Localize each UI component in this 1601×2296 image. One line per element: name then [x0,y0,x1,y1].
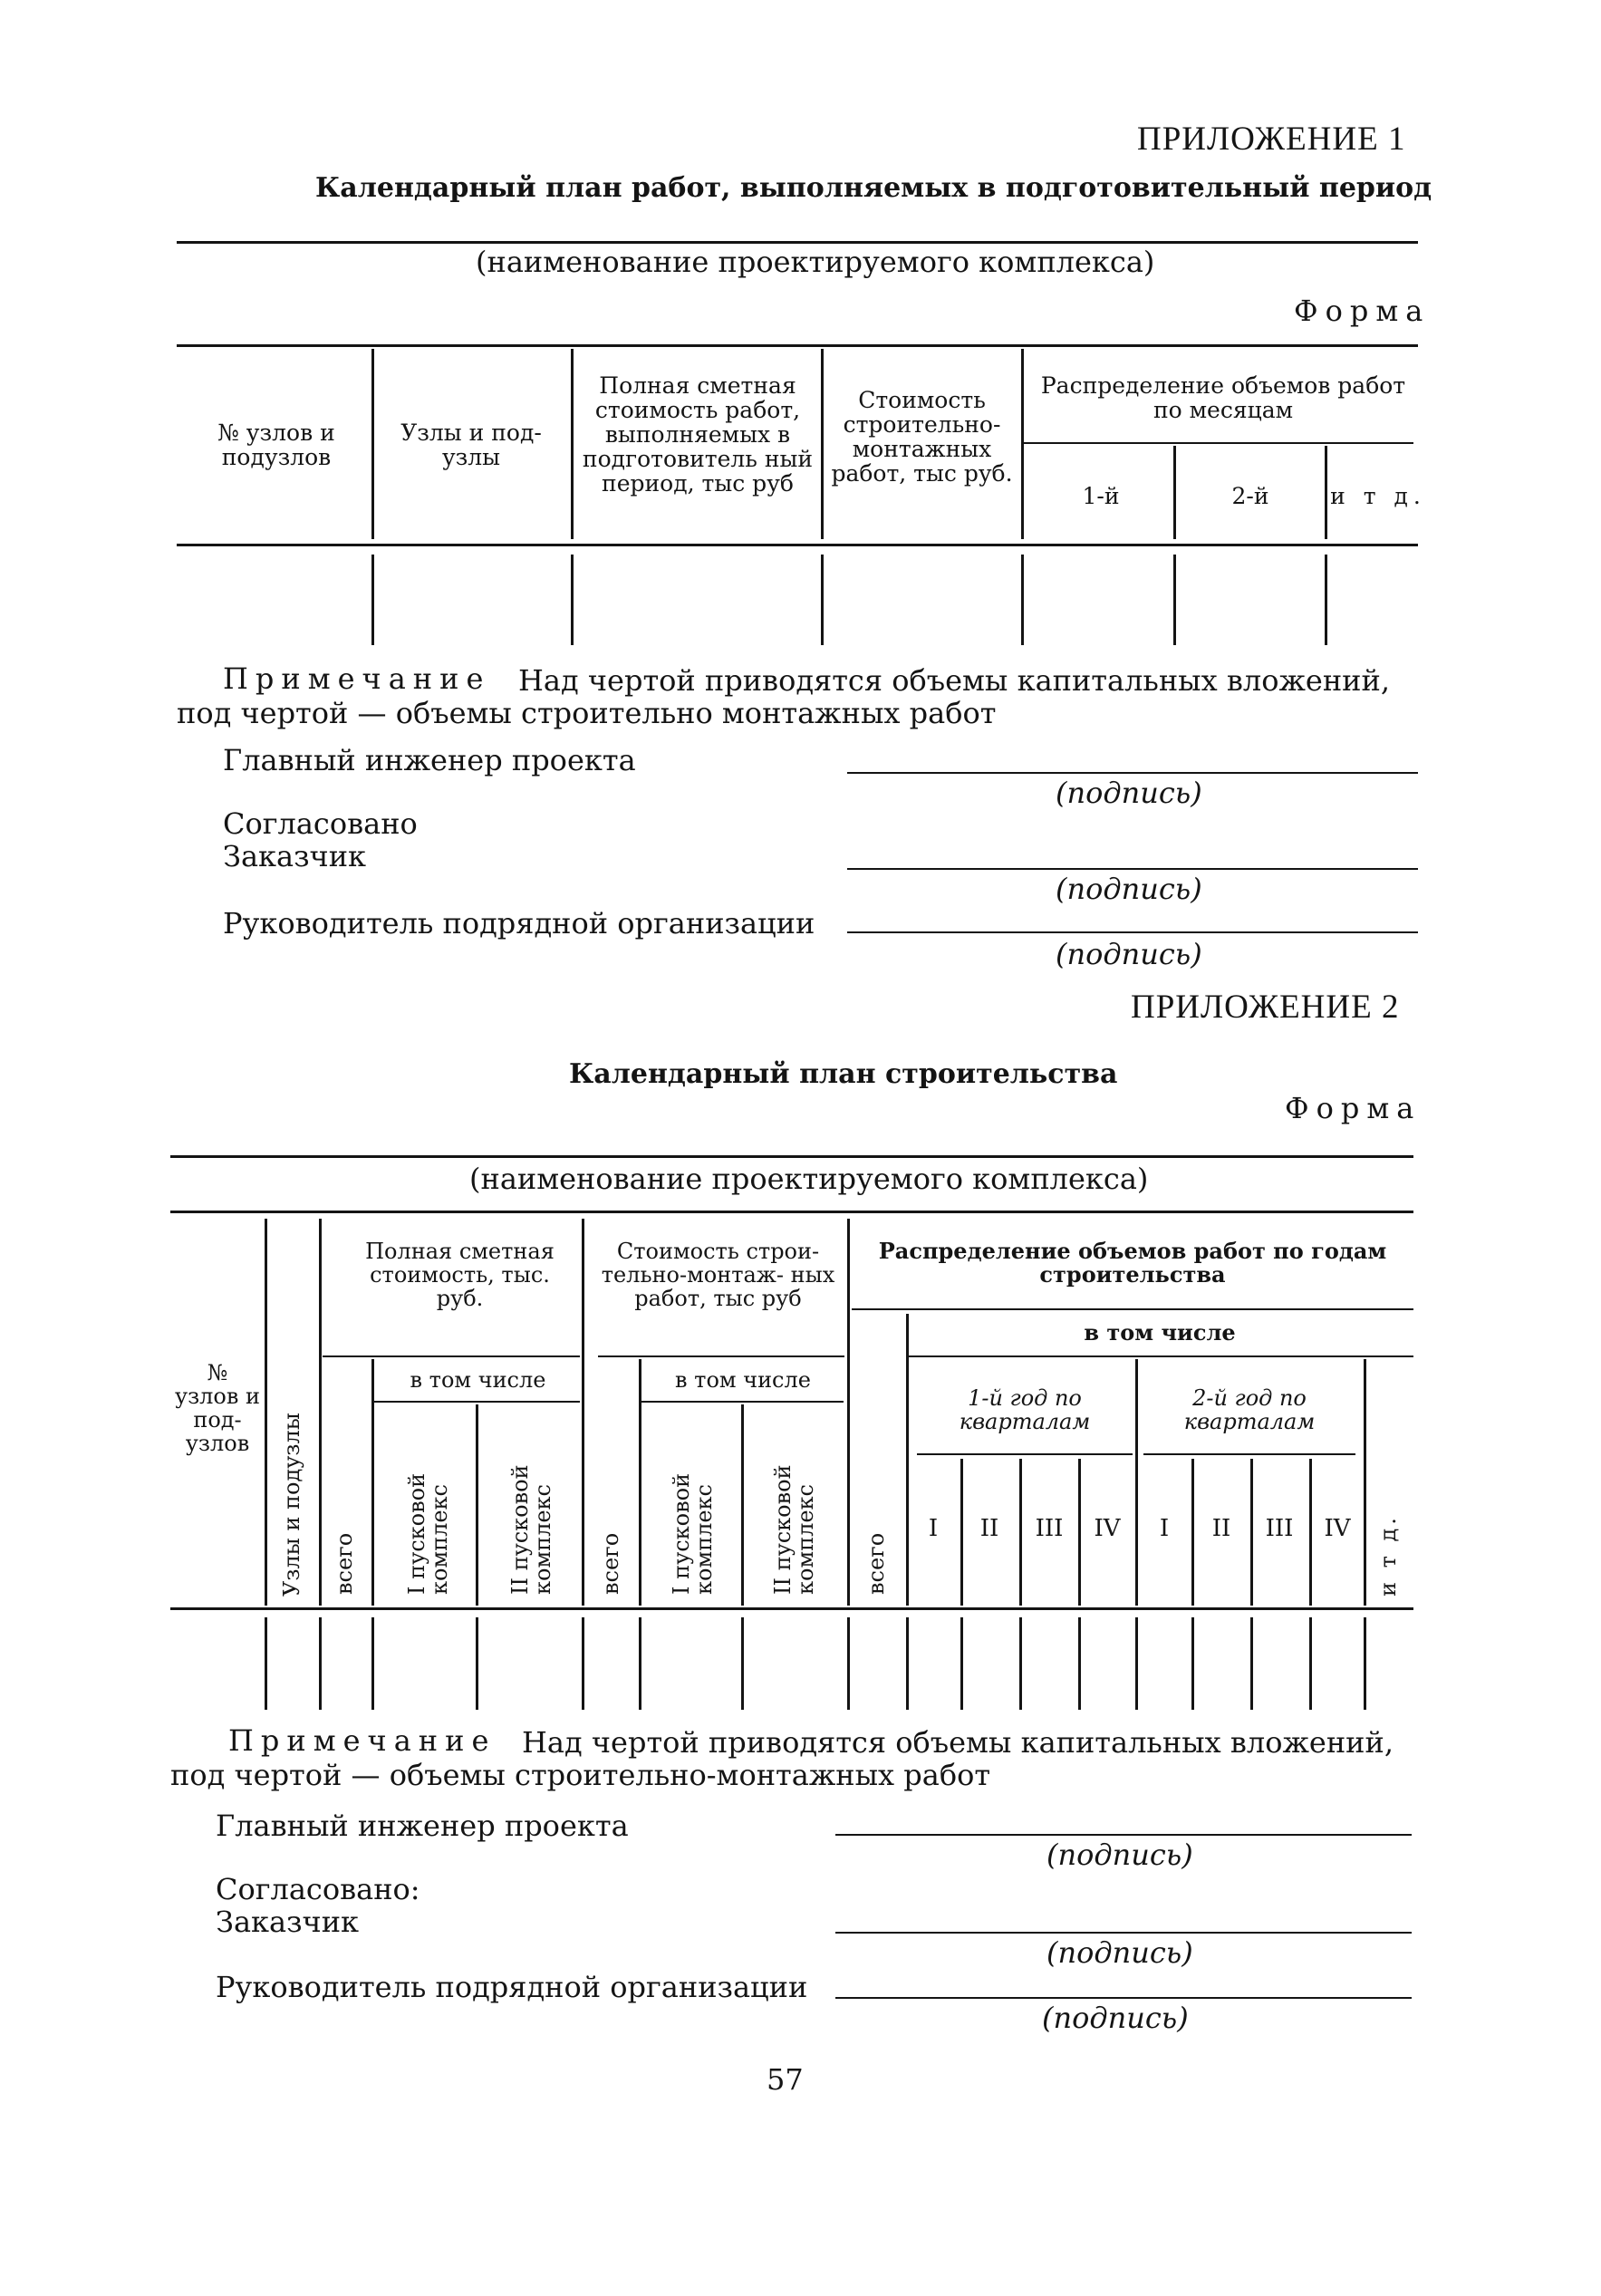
signature-line [835,1834,1412,1836]
col-divider [582,1219,584,1606]
quarter-3: III [1035,1515,1064,1542]
header-launch-1: I пусковой комплекс [404,1472,452,1595]
col-divider [1173,446,1176,539]
col-divider [741,1404,744,1606]
header-cm-cost: Стоимость строительно- монтажных работ, тыс руб. [831,387,1013,487]
row-divider [1250,1617,1253,1710]
row-divider [265,1617,267,1710]
subheader-line [371,1401,580,1403]
row-divider [571,555,574,645]
quarter-4: IV [1094,1515,1121,1542]
row-divider [476,1617,478,1710]
row-divider [906,1617,909,1710]
row-divider [1021,555,1024,645]
row-divider [1191,1617,1194,1710]
quarter-1: I [1159,1515,1170,1542]
header-number: № узлов и подузлов [217,420,335,470]
signature-caption: (подпись) [1056,937,1202,971]
complex-name-caption: (наименование проектируемого комплекса) [469,1162,1149,1196]
contractor-head-label: Руководитель подрядной организации [216,1970,808,2004]
row-divider [847,1617,850,1710]
note-text-2: под чертой — объемы строительно монтажных работ [177,696,997,730]
subheader-including: в том числе [675,1367,811,1393]
col-divider [265,1219,267,1606]
signature-caption: (подпись) [1056,872,1202,906]
note-text: Над чертой приводятся объемы капитальных вложений, [518,663,1390,698]
chief-engineer-label: Главный инженер проекта [216,1809,629,1843]
row-divider [741,1617,744,1710]
col-divider [319,1219,322,1606]
year-line [917,1453,1133,1455]
header-launch-2: II пусковой комплекс [770,1464,818,1595]
year-2-header: 2-й год по кварталам [1183,1385,1316,1434]
contractor-head-label: Руководитель подрядной организации [223,906,815,941]
year-line [1143,1453,1355,1455]
subheader-including: в том числе [410,1367,546,1393]
col-divider [1325,446,1327,539]
months-divider [1024,442,1413,444]
header-launch-2: II пусковой комплекс [507,1464,555,1595]
quarter-3: III [1265,1515,1294,1542]
col-divider [1364,1359,1366,1606]
row-divider [1325,555,1327,645]
header-number: № узлов и под- узлов [174,1360,261,1456]
appendix-2-label: ПРИЛОЖЕНИЕ 2 [1131,989,1400,1026]
signature-caption: (подпись) [1046,1935,1193,1970]
quarter-1: I [928,1515,939,1542]
table-top-border [177,344,1418,347]
row-divider [821,555,824,645]
col-divider [476,1404,478,1606]
col-divider [906,1314,909,1606]
header-nodes: Узлы и подузлы [279,1413,304,1597]
note-text-2: под чертой — объемы строительно-монтажных работ [170,1758,991,1792]
note-text: Над чертой приводятся объемы капитальных вложений, [522,1725,1394,1760]
signature-caption: (подпись) [1046,1838,1193,1872]
row-divider [319,1617,322,1710]
signature-caption: (подпись) [1042,2001,1189,2035]
name-line [177,241,1418,244]
appendix-1-title: Календарный план работ, выполняемых в подготовительный период [315,172,1432,204]
row-divider [1078,1617,1081,1710]
month-2: 2-й [1231,483,1269,509]
name-line [170,1155,1413,1158]
note-label: Примечание [223,661,491,696]
header-including: в том числе [1084,1319,1236,1346]
agreed-label: Согласовано: [216,1872,420,1906]
row-divider [1309,1617,1312,1710]
month-etc: и т д. [1330,483,1426,509]
col-divider [1021,349,1024,539]
col-divider [639,1359,641,1606]
table-header-bottom-border [170,1607,1413,1610]
header-cm-cost: Стоимость строи- тельно-монтаж- ных работ, тыс руб [601,1239,835,1311]
customer-label: Заказчик [223,839,367,873]
signature-line [835,1932,1412,1934]
col-divider [847,1219,850,1606]
quarter-4: IV [1324,1515,1351,1542]
quarter-2: II [1211,1515,1231,1542]
table-header-bottom-border [177,544,1418,546]
row-divider [1135,1617,1138,1710]
header-total: всего [332,1532,357,1595]
signature-caption: (подпись) [1056,776,1202,810]
col-divider [1135,1359,1138,1606]
row-divider [960,1617,963,1710]
col-divider [571,349,574,539]
row-divider [582,1617,584,1710]
note-label: Примечание [228,1723,497,1758]
row-divider [639,1617,641,1710]
row-divider [371,1617,374,1710]
header-full-cost: Полная сметная стоимость работ, выполняемых в подготовитель ный период, тыс руб [582,372,814,497]
col-divider [821,349,824,539]
month-1: 1-й [1082,483,1120,509]
col-divider [371,1359,374,1606]
signature-line [847,772,1418,774]
row-divider [371,555,374,645]
header-distribution: Распределение объемов работ по годам строительства [878,1238,1387,1288]
signature-line [847,868,1418,870]
header-distribution: Распределение объемов работ по месяцам [1040,372,1406,423]
customer-label: Заказчик [216,1905,360,1939]
appendix-1-label: ПРИЛОЖЕНИЕ 1 [1137,121,1406,158]
agreed-label: Согласовано [223,806,418,841]
row-divider [1173,555,1176,645]
year-1-header: 1-й год по кварталам [959,1385,1091,1434]
subheader-line [852,1308,1413,1310]
subheader-line [323,1355,580,1357]
signature-line [847,931,1418,933]
table-top-border [170,1211,1413,1213]
appendix-2-title: Календарный план строительства [569,1058,1118,1090]
quarter-2: II [979,1515,999,1542]
signature-line [835,1997,1412,1999]
subheader-line [639,1401,844,1403]
chief-engineer-label: Главный инженер проекта [223,743,636,777]
col-divider [371,349,374,539]
form-label: Форма [1294,294,1431,328]
header-total: всего [598,1532,623,1595]
header-total: всего [863,1532,889,1595]
complex-name-caption: (наименование проектируемого комплекса) [476,245,1155,279]
row-divider [1019,1617,1022,1710]
form-label: Форма [1285,1091,1422,1125]
header-etc: и т д. [1375,1514,1401,1597]
subheader-line [906,1355,1413,1357]
subheader-line [598,1355,844,1357]
header-launch-1: I пусковой комплекс [669,1472,717,1595]
header-nodes: Узлы и под- узлы [400,420,542,470]
row-divider [1364,1617,1366,1710]
page-number: 57 [767,2062,804,2097]
header-full-cost: Полная сметная стоимость, тыс. руб. [365,1239,555,1311]
